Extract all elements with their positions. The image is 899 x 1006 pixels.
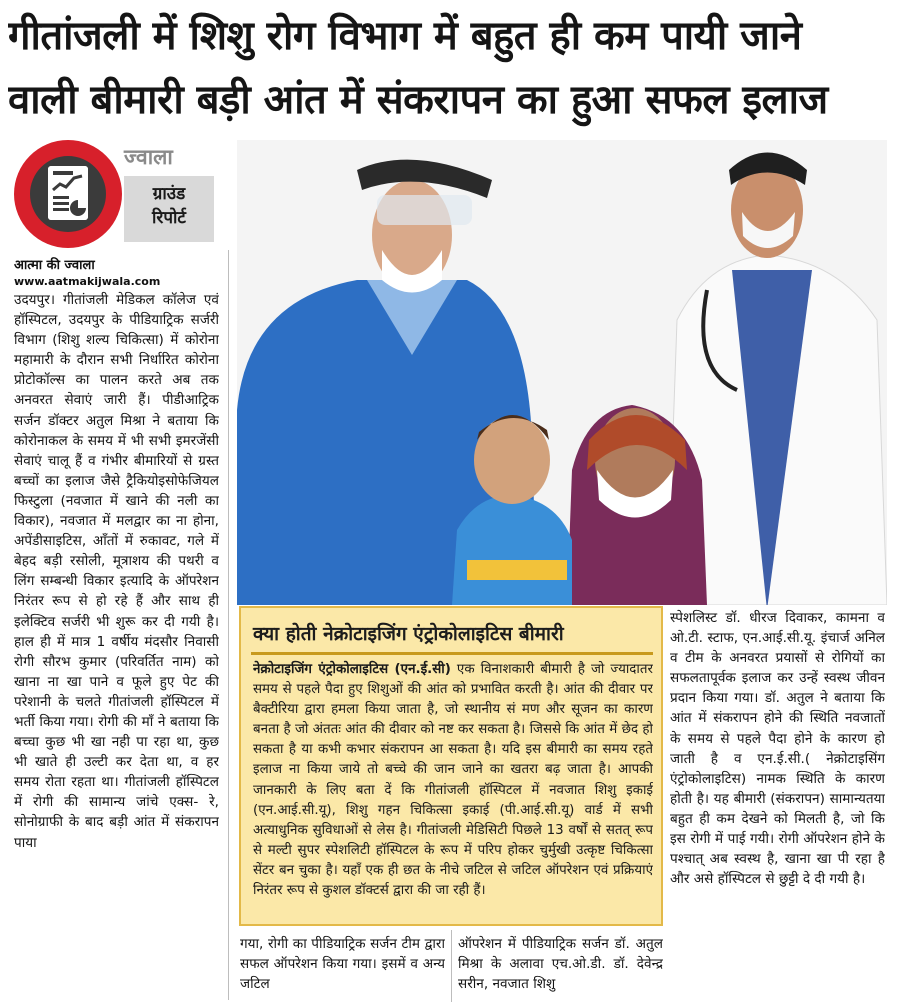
byline-title: आत्मा की ज्वाला <box>14 258 95 273</box>
article-photo <box>237 140 887 605</box>
article-left-column: उदयपुर। गीतांजली मेडिकल कॉलेज एवं हॉस्पिटल, उदयपुर के पीडियाट्रिक सर्जरी विभाग (शिशु शल्य चिकित्सा) में कोरोना महामारी के दौरान सभी निर्धारित कोरोना प्रोटोकॉल्स का पालन करते अब तक अनवरत सेवाएं जारी हैं। पीडीआट्रिक सर्जन डॉक्टर अतुल मिश्रा ने बताया कि कोरोनाकल के समय में भी सभी इमरजेंसी सेवाएं चालू हैं व गंभीर बीमारियों से ग्रस्त बच्चों का इलाज जैसे ट्रैकियोइसोफेजियल फिस्टुला (नवजात में खाने की नली का विकार), नवजात में मलद्वार का ना होना, अपेंडीसाइटिस, आँतों में रुकावट, गले में बेहद बड़ी रसोली, मूत्राशय की पथरी व लिंग सम्बन्धी विकार इत्यादि के ऑपरेशन निरंतर रूप से हो रहे हैं और साथ ही इलेक्टिव सर्जरी भी शुरू कर दी गयी है। हाल ही में मात्र 1 वर्षीय मंदसौर निवासी रोगी सौरभ कुमार (परिवर्तित नाम) को खाना ना खा पाने व फूले हुए पेट की परेशानी के चलते गीतांजली हॉस्पिटल में भर्ती किया गया। रोगी की माँ ने बताया कि बच्चा कुछ भी खा नही पा रहा था, कुछ भी खाते ही उल्टी कर देता था, व हर समय रोता रहता था। गीतांजली हॉस्पिटल में रोगी की सामान्य जांचे एक्स- रे, सोनोग्राफी के बाद बड़ी आंत में संकरापन पाया <box>14 292 219 851</box>
headline-line-2: वाली बीमारी बड़ी आंत में संकरापन का हुआ सफल इलाज <box>8 77 828 123</box>
column-divider <box>451 930 452 1002</box>
article-right-column: स्पेशलिस्ट डॉ. धीरज दिवाकर, कामना व ओ.टी. स्टाफ, एन.आई.सी.यू. इंचार्ज अनिल व टीम के अनवरत प्रयासों से रोगियों का सफलतापूर्वक इलाज कर उन्हें स्वस्थ जीवन प्रदान किया गया। डॉ. अतुल ने बताया कि आंत में संकरापन होने की स्थिति नवजातों के समय से पहले पैदा होने के कारण हो जाती है व एन.ई.सी.( नेक्रोटाइसिंग एंट्रोकोलाइटिस) नामक स्थिति के कारण होती है। यह बीमारी (संकरापन) सामान्यतया बहुत ही कम देखने को मिलती है, जो कि इस रोगी में पाई गयी। रोगी ऑपरेशन होने के पश्चात् अब स्वस्थ है, खाना खा पी रहा है और असे हॉस्पिटल से छुट्टी दे दी गयी है। <box>670 610 885 888</box>
infobox-body <box>253 660 653 922</box>
brand-label-line-2: रिपोर्ट <box>152 208 186 228</box>
column-divider <box>228 250 229 1000</box>
headline <box>8 4 892 132</box>
brand-label <box>124 176 214 242</box>
brand-label-line-1: ग्राउंड <box>152 184 186 204</box>
infobox-divider <box>251 652 653 655</box>
headline-line-1: गीतांजली में शिशु रोग विभाग में बहुत ही कम पायी जाने <box>8 13 802 59</box>
infobox <box>239 606 663 926</box>
infobox-text: एक विनाशकारी बीमारी है जो ज्यादातर समय से पहले पैदा हुए शिशुओं की आंत को प्रभावित करती है। आंत की दीवार पर बैक्टीरिया द्वारा हमला किया जाता है, जो स्थानीय सं मण और सूजन का कारण बनता है जो अंततः आंत की दीवार को नष्ट कर सकता है। जिससे कि आंत में छेद हो सकता है या कभी कभार संकरापन आ सकता है। यदि इस बीमारी का समय रहते इलाज ना किया जाये तो बच्चे की जान जाने का खतरा बढ़ जाता है। आपकी जानकारी के लिए बता दें कि गीतांजली हॉस्पिटल में नवजात शिशु इकाई (एन.आई.सी.यू), शिशु गहन चिकित्सा इकाई (पी.आई.सी.यू) वार्ड में सभी अत्याधुनिक सुविधाओं से लेस है। गीतांजली मेडिसिटी पिछले 13 वर्षों से सतत् रूप से मल्टी सुपर स्पेशलिटी हॉस्पिटल के रूप में परिप होकर चुर्मुखी उत्कृष्ट चिकित्सा सेंटर बन चुका है। यहाँ एक ही छत के नीचे जटिल से जटिल ऑपरेशन एवं प्रक्रियाएं निरंतर रूप से कुशल डॉक्टर्स द्वारा की जा रही हैं। <box>253 662 653 899</box>
brand-name: ज्वाला <box>124 145 173 169</box>
article-middle-column-1: गया, रोगी का पीडियाट्रिक सर्जन टीम द्वारा सफल ऑपरेशन किया गया। इसमें व अन्य जटिल <box>240 936 445 993</box>
infobox-title: क्या होती नेक्रोटाइजिंग एंट्रोकोलाइटिस बीमारी <box>253 623 564 645</box>
article-middle-column-2: ऑपरेशन में पीडियाट्रिक सर्जन डॉ. अतुल मिश्रा के अलावा एच.ओ.डी. डॉ. देवेन्द्र सरीन, नवजात शिशु <box>458 936 663 993</box>
byline <box>14 258 219 290</box>
report-document-icon <box>48 166 88 220</box>
infobox-lead: नेक्रोटाइजिंग एंट्रोकोलाइटिस (एन.ई.सी) <box>253 662 451 677</box>
byline-url[interactable]: www.aatmakijwala.com <box>14 275 161 288</box>
doctors-with-child-photo <box>237 140 887 605</box>
